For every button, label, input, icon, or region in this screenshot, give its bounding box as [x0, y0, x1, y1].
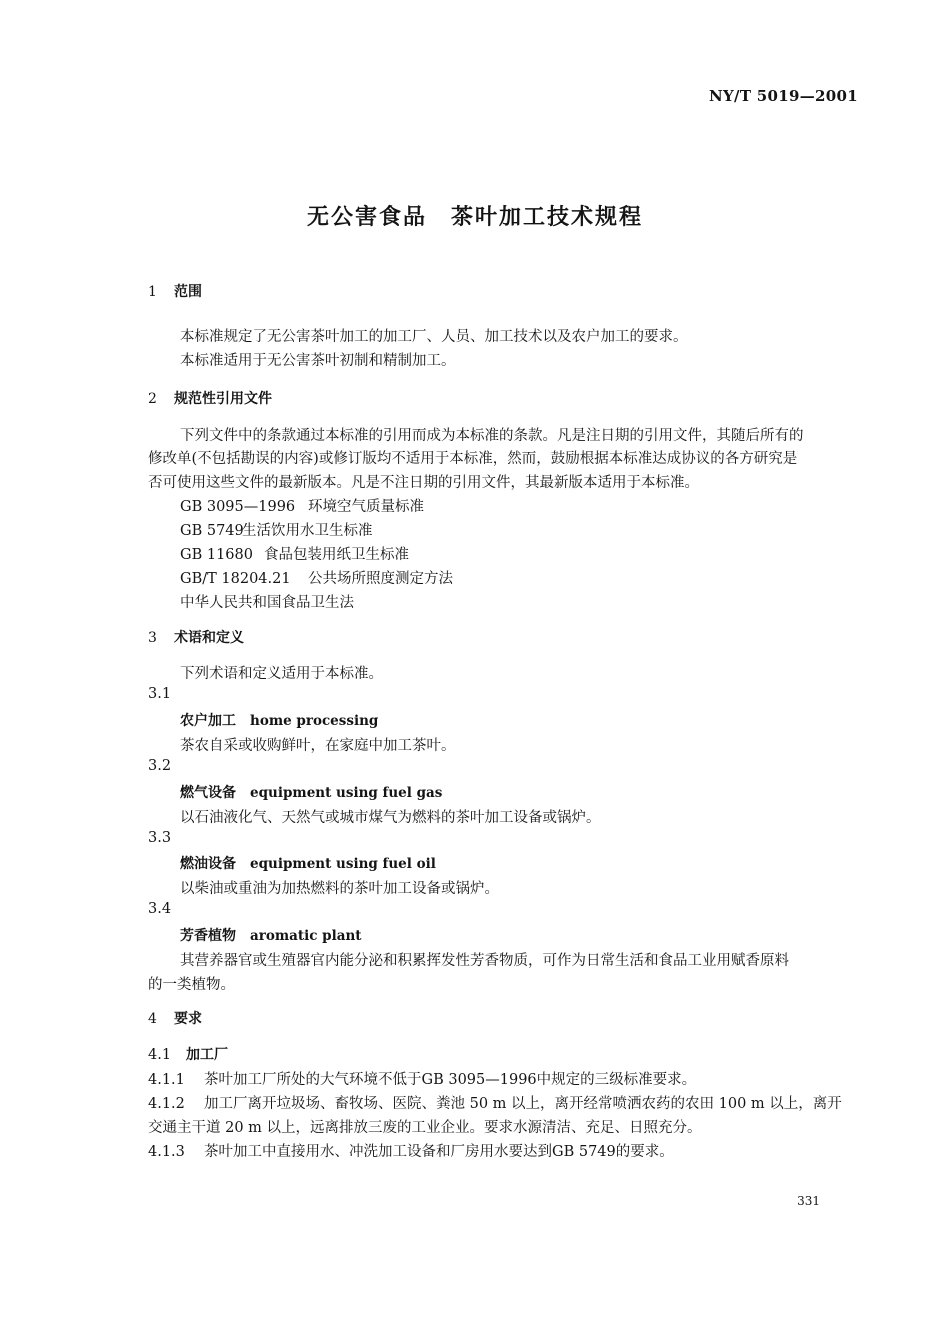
clause-number: 4.1.3 — [148, 1144, 185, 1160]
clause-number: 4.1.1 — [148, 1072, 185, 1088]
clause-continuation: 交通主干道 20 m 以上，远离排放三废的工业企业。要求水源清洁、充足、日照充分。 — [148, 1120, 702, 1136]
term-definition: 以石油液化气、天然气或城市煤气为燃料的茶叶加工设备或锅炉。 — [180, 810, 601, 826]
reference-item — [180, 543, 409, 564]
paragraph-line: 修改单(不包括勘误的内容)或修订版均不适用于本标准，然而，鼓励根据本标准达成协议的各方研究是 — [148, 451, 798, 467]
term-en: equipment using fuel oil — [250, 856, 436, 872]
section-number: 3 — [148, 630, 157, 646]
reference-code: GB 11680 — [180, 547, 253, 563]
section-title: 规范性引用文件 — [174, 391, 272, 407]
term-zh: 芳香植物 — [180, 928, 236, 944]
paragraph-line: 下列文件中的条款通过本标准的引用而成为本标准的条款。凡是注日期的引用文件，其随后所有的 — [180, 428, 804, 444]
section-number: 2 — [148, 391, 157, 407]
reference-code: GB/T 18204.21 — [180, 571, 291, 587]
term-zh: 燃油设备 — [180, 856, 236, 872]
section-number: 1 — [148, 284, 157, 300]
page-number: 331 — [797, 1194, 820, 1208]
section-4-heading — [148, 1008, 202, 1028]
paragraph: 本标准适用于无公害茶叶初制和精制加工。 — [180, 353, 456, 369]
reference-item — [180, 591, 354, 612]
section-number: 4 — [148, 1011, 157, 1027]
term-en: home processing — [250, 713, 379, 729]
term-definition-line: 其营养器官或生殖器官内能分泌和积累挥发性芳香物质，可作为日常生活和食品工业用赋香原料 — [180, 953, 789, 969]
term-zh: 农户加工 — [180, 713, 236, 729]
term-number: 3.3 — [148, 830, 172, 846]
paragraph: 下列术语和定义适用于本标准。 — [180, 666, 383, 682]
section-title: 要求 — [174, 1011, 202, 1027]
reference-name: 环境空气质量标准 — [308, 499, 424, 515]
term-title — [180, 925, 362, 945]
reference-name: 生活饮用水卫生标准 — [242, 523, 373, 539]
section-1-heading — [148, 281, 202, 301]
reference-code: GB 5749 — [180, 523, 244, 539]
reference-item — [180, 567, 453, 588]
clause-number: 4.1.2 — [148, 1096, 185, 1112]
section-3-heading — [148, 627, 244, 647]
clause-item — [148, 1140, 674, 1161]
term-number: 3.4 — [148, 901, 172, 917]
standard-code: NY/T 5019—2001 — [709, 87, 858, 105]
section-title: 范围 — [174, 284, 202, 300]
clause-text: 茶叶加工中直接用水、冲洗加工设备和厂房用水要达到GB 5749的要求。 — [204, 1144, 674, 1160]
paragraph-line: 否可使用这些文件的最新版本。凡是不注日期的引用文件，其最新版本适用于本标准。 — [148, 475, 699, 491]
subsection-title: 加工厂 — [186, 1047, 228, 1063]
paragraph: 本标准规定了无公害茶叶加工的加工厂、人员、加工技术以及农户加工的要求。 — [180, 329, 688, 345]
term-definition-line: 的一类植物。 — [148, 977, 235, 993]
reference-item — [180, 519, 373, 540]
subsection-heading — [148, 1044, 228, 1064]
term-definition: 以柴油或重油为加热燃料的茶叶加工设备或锅炉。 — [180, 881, 499, 897]
term-definition: 茶农自采或收购鲜叶，在家庭中加工茶叶。 — [180, 738, 456, 754]
clause-item — [148, 1068, 696, 1089]
reference-name: 食品包装用纸卫生标准 — [264, 547, 409, 563]
term-title — [180, 710, 378, 730]
term-title — [180, 782, 442, 802]
clause-text: 茶叶加工厂所处的大气环境不低于GB 3095—1996中规定的三级标准要求。 — [204, 1072, 697, 1088]
reference-name: 中华人民共和国食品卫生法 — [180, 595, 354, 611]
term-zh: 燃气设备 — [180, 785, 236, 801]
reference-item — [180, 495, 424, 516]
reference-code: GB 3095—1996 — [180, 499, 296, 515]
section-title: 术语和定义 — [174, 630, 244, 646]
section-2-heading — [148, 388, 272, 408]
subsection-number: 4.1 — [148, 1047, 172, 1063]
term-en: equipment using fuel gas — [250, 785, 443, 801]
clause-text: 加工厂离开垃圾场、畜牧场、医院、粪池 50 m 以上，离开经常喷洒农药的农田 100 m 以上，离开 — [204, 1096, 842, 1112]
term-title — [180, 853, 436, 873]
clause-item — [148, 1092, 842, 1113]
reference-name: 公共场所照度测定方法 — [308, 571, 453, 587]
term-number: 3.2 — [148, 758, 172, 774]
term-en: aromatic plant — [250, 928, 362, 944]
term-number: 3.1 — [148, 686, 172, 702]
document-title: 无公害食品 茶叶加工技术规程 — [306, 204, 643, 230]
